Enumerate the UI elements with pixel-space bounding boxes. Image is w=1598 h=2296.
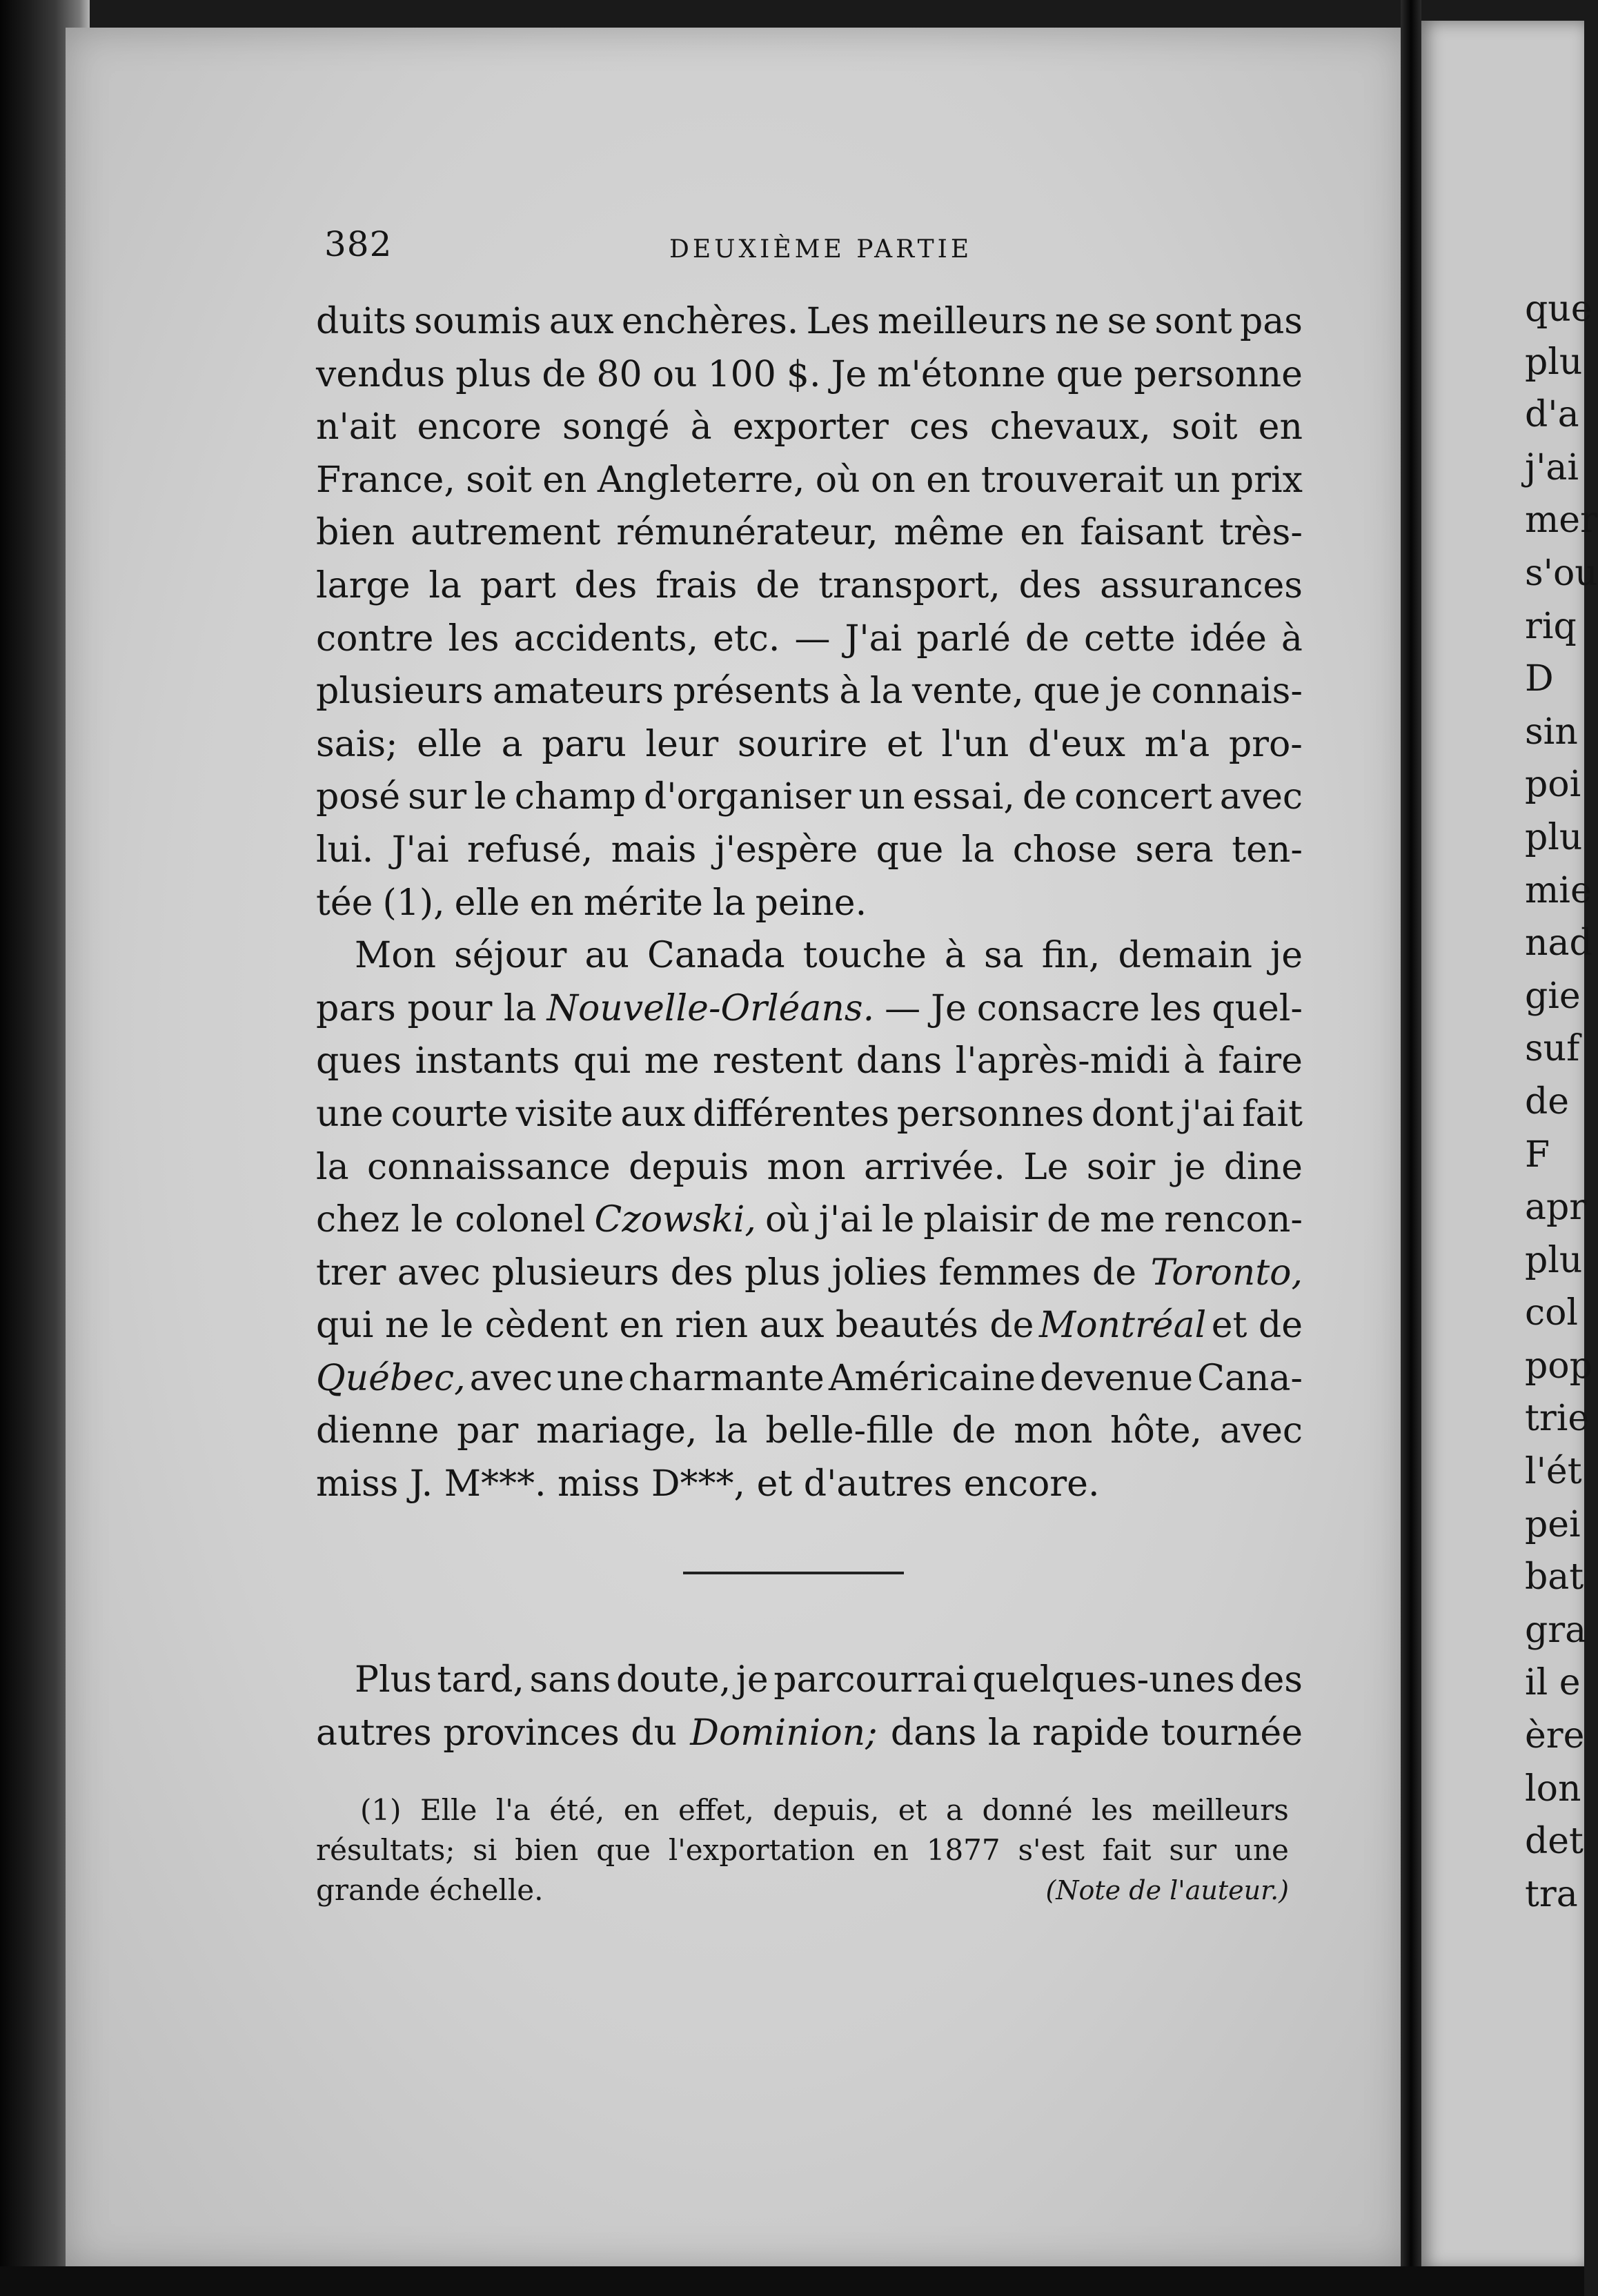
word: mon <box>767 1146 846 1188</box>
text-line <box>316 1458 1303 1511</box>
text-line <box>316 1707 1303 1760</box>
word: avec <box>469 1357 553 1399</box>
text-line <box>316 718 1303 771</box>
word: etc. <box>713 617 780 660</box>
word: amateurs <box>492 671 664 713</box>
word: les <box>448 617 500 660</box>
word: Je <box>931 987 967 1029</box>
word: hôte, <box>1110 1410 1203 1452</box>
place-name: Québec, <box>316 1357 466 1399</box>
word: des <box>1018 564 1082 606</box>
word: à <box>690 406 712 448</box>
word: que <box>596 1833 651 1867</box>
facing-page-line: mer <box>1525 499 1597 542</box>
word: les <box>1092 1793 1133 1827</box>
word: quel- <box>1212 987 1303 1029</box>
word: sa <box>983 935 1024 977</box>
word: j'ai <box>1181 1093 1235 1135</box>
word: pas <box>1240 301 1303 342</box>
word: paru <box>542 723 627 765</box>
word: avec <box>1219 1410 1303 1452</box>
word: sourire <box>737 723 868 765</box>
facing-page-line: gie <box>1525 975 1581 1017</box>
word: bien <box>316 512 395 554</box>
footnote-line <box>316 1790 1289 1830</box>
person-name: Czowski, <box>594 1199 756 1241</box>
word: trouverait <box>980 459 1163 501</box>
word: concert <box>1074 776 1212 818</box>
word: plaisir <box>923 1199 1038 1241</box>
word: enchères. <box>621 301 799 342</box>
word: l'après-midi <box>955 1040 1170 1082</box>
word: faisant <box>1080 512 1204 554</box>
word: soumis <box>414 301 542 342</box>
word: dont <box>1091 1093 1174 1135</box>
word: sur <box>1169 1833 1217 1867</box>
word: connais- <box>1151 671 1303 713</box>
word: je <box>1270 935 1303 977</box>
facing-page-text <box>1421 283 1598 1921</box>
word: leur <box>645 723 719 765</box>
word: personne <box>1134 353 1303 395</box>
facing-page-line: plu <box>1525 816 1583 858</box>
paragraph-3 <box>316 1654 1303 1759</box>
word: résultats; <box>316 1833 455 1867</box>
section-separator <box>683 1572 904 1574</box>
word: chez le colonel <box>316 1199 586 1241</box>
word: en <box>1020 512 1065 554</box>
word: fin, <box>1041 935 1101 977</box>
text-line <box>316 348 1303 402</box>
word: à <box>1183 1040 1205 1082</box>
word: mérite <box>583 882 703 924</box>
word: Canada <box>647 935 785 977</box>
word: parlé <box>916 617 1011 660</box>
word: visite <box>515 1093 613 1135</box>
word: en <box>542 459 587 501</box>
word: Le <box>1023 1146 1069 1188</box>
word: charmante <box>628 1357 825 1399</box>
word: J'ai <box>845 617 902 660</box>
text-line <box>316 1035 1303 1088</box>
word: ten- <box>1232 829 1303 871</box>
word: j'ai <box>818 1199 873 1241</box>
word: m'a <box>1144 723 1210 765</box>
word: de <box>542 353 586 395</box>
word: séjour <box>454 935 567 977</box>
facing-page-line: s'ou <box>1525 552 1598 594</box>
word: d'organiser <box>643 776 851 818</box>
word: que <box>1056 353 1124 395</box>
word: présents <box>673 671 830 713</box>
word: instants <box>415 1040 560 1082</box>
word: mais <box>611 829 697 871</box>
scan-bottom-edge <box>0 2266 1584 2296</box>
facing-page-line: D <box>1525 658 1554 700</box>
word: lui. <box>316 829 374 871</box>
facing-page-line: sin <box>1525 711 1578 753</box>
word: ou <box>652 353 698 395</box>
text-line <box>316 771 1303 824</box>
word: Plus <box>355 1659 432 1701</box>
word: l'exportation <box>668 1833 856 1867</box>
word: de <box>1022 776 1067 818</box>
word: meilleurs <box>877 301 1047 342</box>
word: un <box>858 776 905 818</box>
word: de <box>951 1410 996 1452</box>
word: que <box>876 829 944 871</box>
word: 80 <box>596 353 642 395</box>
word: dine <box>1223 1146 1303 1188</box>
word: la <box>961 829 995 871</box>
facing-page-line: d'a <box>1525 394 1579 436</box>
place-name: Toronto, <box>1150 1251 1303 1294</box>
word: connaissance <box>366 1146 611 1188</box>
word: de <box>756 564 800 606</box>
word: bien <box>515 1833 579 1867</box>
facing-page-line: poi <box>1525 764 1581 806</box>
place-name: Montréal <box>1039 1305 1207 1347</box>
word: touche <box>802 935 927 977</box>
word: autres provinces du <box>316 1712 678 1754</box>
word: consacre <box>976 987 1141 1029</box>
word: n'ait <box>316 406 397 448</box>
running-title: DEUXIÈME PARTIE <box>669 235 973 264</box>
text-line <box>316 613 1303 666</box>
word: sera <box>1135 829 1214 871</box>
facing-page-line: j'ai <box>1525 446 1579 488</box>
word: d'eux <box>1027 723 1125 765</box>
word: ques <box>316 1040 402 1082</box>
text-line <box>316 1299 1303 1352</box>
footnote-line <box>316 1870 1289 1910</box>
word: 1877 <box>926 1833 1000 1867</box>
word: (1), <box>382 882 445 924</box>
word: dienne <box>316 1410 440 1452</box>
word: s'est <box>1018 1833 1085 1867</box>
word: doute, <box>615 1659 731 1701</box>
facing-page-line: de <box>1525 1080 1570 1122</box>
word: qui ne le cèdent en rien aux beautés de <box>316 1305 1034 1347</box>
facing-page-line: ère <box>1525 1715 1585 1757</box>
word: grande échelle. <box>316 1873 544 1907</box>
word: belle-fille <box>765 1410 934 1452</box>
paragraph-1 <box>316 295 1303 929</box>
word: dans <box>856 1040 943 1082</box>
footnote <box>316 1790 1289 1910</box>
word: les <box>1150 987 1202 1029</box>
word: peine. <box>755 882 867 924</box>
word: idée <box>1190 617 1267 660</box>
word: et de <box>1211 1305 1303 1347</box>
word: m'étonne <box>877 353 1046 395</box>
word: Cana- <box>1197 1357 1303 1399</box>
word: contre <box>316 617 434 660</box>
word: quelques-unes <box>972 1659 1235 1701</box>
facing-page-line: riq <box>1525 605 1577 647</box>
word: différentes <box>692 1093 889 1135</box>
word: Angleterre, <box>597 459 805 501</box>
word: depuis <box>629 1146 749 1188</box>
text-line <box>316 1247 1303 1300</box>
word: encore <box>417 406 542 448</box>
word: l'un <box>941 723 1009 765</box>
word: ces <box>909 406 969 448</box>
word: devenue <box>1040 1357 1194 1399</box>
word: me <box>1100 1199 1156 1241</box>
word: chose <box>1012 829 1118 871</box>
word: sont <box>1154 301 1232 342</box>
word: je <box>1109 671 1143 713</box>
word: songé <box>562 406 670 448</box>
text-line <box>316 1405 1303 1458</box>
word: été, <box>549 1793 605 1827</box>
word: demain <box>1118 935 1252 977</box>
text-line <box>316 982 1303 1036</box>
word: rencon- <box>1164 1199 1303 1241</box>
word: de <box>1025 617 1069 660</box>
text-line <box>316 401 1303 454</box>
word: une <box>557 1357 624 1399</box>
word: sais; <box>316 723 398 765</box>
word: plus <box>455 353 532 395</box>
word: meilleurs <box>1152 1793 1289 1827</box>
word: aux <box>549 301 614 342</box>
main-text <box>316 295 1303 1511</box>
word: posé <box>316 776 401 818</box>
word: la <box>869 671 903 713</box>
word: même <box>894 512 1005 554</box>
word: en <box>926 459 971 501</box>
word: — <box>794 617 831 660</box>
word: de <box>1047 1199 1092 1241</box>
word: — <box>885 987 921 1029</box>
word: où <box>815 459 860 501</box>
facing-page-line: gra <box>1525 1609 1587 1651</box>
word: Américaine <box>828 1357 1036 1399</box>
word: me <box>644 1040 700 1082</box>
word: pro- <box>1228 723 1303 765</box>
word: donné <box>982 1793 1073 1827</box>
word: $. <box>786 353 821 395</box>
page-number: 382 <box>324 224 393 264</box>
word: en <box>872 1833 909 1867</box>
word: autrement <box>410 512 601 554</box>
word: effet, <box>678 1793 754 1827</box>
word: Mon <box>355 935 437 977</box>
word: parcourrai <box>773 1659 967 1701</box>
facing-page-line: lon <box>1525 1768 1581 1810</box>
word: le <box>474 776 507 818</box>
word: trer avec plusieurs des plus jolies femmes de <box>316 1251 1137 1294</box>
word: chevaux, <box>989 406 1151 448</box>
text-line <box>316 665 1303 718</box>
word: des <box>574 564 638 606</box>
facing-page-line: suf <box>1525 1028 1580 1070</box>
place-name: Nouvelle-Orléans. <box>546 987 875 1029</box>
word: frais <box>655 564 738 606</box>
word: sans <box>529 1659 611 1701</box>
word: des <box>1240 1659 1303 1701</box>
word: duits <box>316 301 406 342</box>
word: aux <box>620 1093 686 1135</box>
text-line <box>316 1141 1303 1194</box>
word: sur <box>408 776 467 818</box>
facing-page-line: plu <box>1525 341 1583 383</box>
word: arrivée. <box>863 1146 1005 1188</box>
word: champ <box>514 776 636 818</box>
word: au <box>584 935 629 977</box>
facing-page-line: trie <box>1525 1398 1590 1440</box>
author-note: (Note de l'auteur.) <box>1045 1875 1289 1906</box>
word: prix <box>1230 459 1303 501</box>
word: cette <box>1083 617 1176 660</box>
word: essai, <box>912 776 1015 818</box>
text-line <box>316 877 1303 930</box>
word: refusé, <box>466 829 593 871</box>
text-line <box>316 1352 1303 1405</box>
word: à <box>944 935 966 977</box>
footnote-line <box>316 1830 1289 1870</box>
word: a <box>501 723 523 765</box>
word: la <box>428 564 462 606</box>
word: part <box>480 564 556 606</box>
word: Les <box>806 301 870 342</box>
facing-page-line: F <box>1525 1134 1550 1176</box>
facing-page-line: mie <box>1525 869 1592 911</box>
word: 100 <box>707 353 776 395</box>
facing-page-line: pop <box>1525 1345 1592 1387</box>
word: on <box>870 459 916 501</box>
word: Elle <box>420 1793 477 1827</box>
word: vente, <box>911 671 1024 713</box>
word: fait <box>1102 1833 1152 1867</box>
word: vendus <box>316 353 446 395</box>
word: soit <box>1172 406 1238 448</box>
word: un <box>1174 459 1221 501</box>
word: et <box>898 1793 927 1827</box>
word: avec <box>1219 776 1303 818</box>
word: par <box>457 1410 519 1452</box>
word: plusieurs <box>316 671 484 713</box>
word: a <box>945 1793 963 1827</box>
word: en <box>1258 406 1303 448</box>
facing-page-line: que <box>1525 288 1592 330</box>
facing-page-line: nad <box>1525 922 1592 964</box>
facing-page-line: col <box>1525 1292 1579 1334</box>
word: et <box>887 723 923 765</box>
word: faire <box>1218 1040 1303 1082</box>
word: se <box>1107 301 1147 342</box>
text-line <box>316 824 1303 877</box>
word: fait <box>1242 1093 1303 1135</box>
word: accidents, <box>513 617 699 660</box>
word: je <box>736 1659 769 1701</box>
word: ne <box>1055 301 1100 342</box>
word: pars pour la <box>316 987 537 1029</box>
word: j'espère <box>714 829 858 871</box>
word: si <box>473 1833 497 1867</box>
text-line <box>316 454 1303 507</box>
word: mariage, <box>535 1410 698 1452</box>
word: tard, <box>437 1659 524 1701</box>
word: la <box>316 1146 349 1188</box>
word: je <box>1173 1146 1206 1188</box>
word: en <box>623 1793 660 1827</box>
text-line <box>316 560 1303 613</box>
word: J'ai <box>391 829 449 871</box>
facing-page-line: l'ét <box>1525 1451 1582 1493</box>
word: la <box>712 882 746 924</box>
word: large <box>316 564 411 606</box>
facing-page-line: bat <box>1525 1556 1584 1599</box>
text-line <box>316 295 1303 348</box>
facing-page-line: apr <box>1525 1187 1587 1229</box>
word: tée <box>316 882 373 924</box>
word: mon <box>1014 1410 1093 1452</box>
word: courte <box>391 1093 509 1135</box>
word: à <box>839 671 861 713</box>
facing-page-line: tra <box>1525 1873 1578 1915</box>
facing-page-line: il e <box>1525 1662 1581 1704</box>
word: depuis, <box>773 1793 880 1827</box>
word: Je <box>831 353 867 395</box>
text-line <box>316 1194 1303 1247</box>
word: une <box>1234 1833 1289 1867</box>
word: (1) <box>360 1793 402 1827</box>
word: une <box>316 1093 384 1135</box>
word: très- <box>1219 512 1303 554</box>
word: rémunérateur, <box>616 512 878 554</box>
facing-page-line: pei <box>1525 1503 1581 1545</box>
word: le <box>881 1199 915 1241</box>
word: à <box>1281 617 1303 660</box>
word: elle <box>454 882 520 924</box>
word: soit <box>466 459 532 501</box>
word: dans la rapide tournée <box>890 1712 1303 1754</box>
word: miss J. M***. miss D***, et d'autres encore. <box>316 1463 1100 1505</box>
word: personnes <box>896 1093 1085 1135</box>
word: soir <box>1086 1146 1156 1188</box>
text-line <box>316 1088 1303 1141</box>
text-line <box>316 1654 1303 1707</box>
word: France, <box>316 459 455 501</box>
text-line <box>316 506 1303 560</box>
place-name: Dominion; <box>690 1712 878 1754</box>
word: l'a <box>495 1793 531 1827</box>
word: elle <box>417 723 482 765</box>
facing-page-line: plu <box>1525 1239 1583 1281</box>
word: assurances <box>1100 564 1303 606</box>
word: restent <box>713 1040 843 1082</box>
word: que <box>1033 671 1101 713</box>
word: en <box>529 882 574 924</box>
running-head <box>324 224 1304 273</box>
word: exporter <box>732 406 889 448</box>
word: où <box>765 1199 810 1241</box>
word: transport, <box>818 564 1000 606</box>
facing-page-line: det <box>1525 1821 1584 1863</box>
word: qui <box>573 1040 631 1082</box>
book-gutter <box>1401 0 1421 2296</box>
text-line <box>316 929 1303 982</box>
word: la <box>715 1410 748 1452</box>
